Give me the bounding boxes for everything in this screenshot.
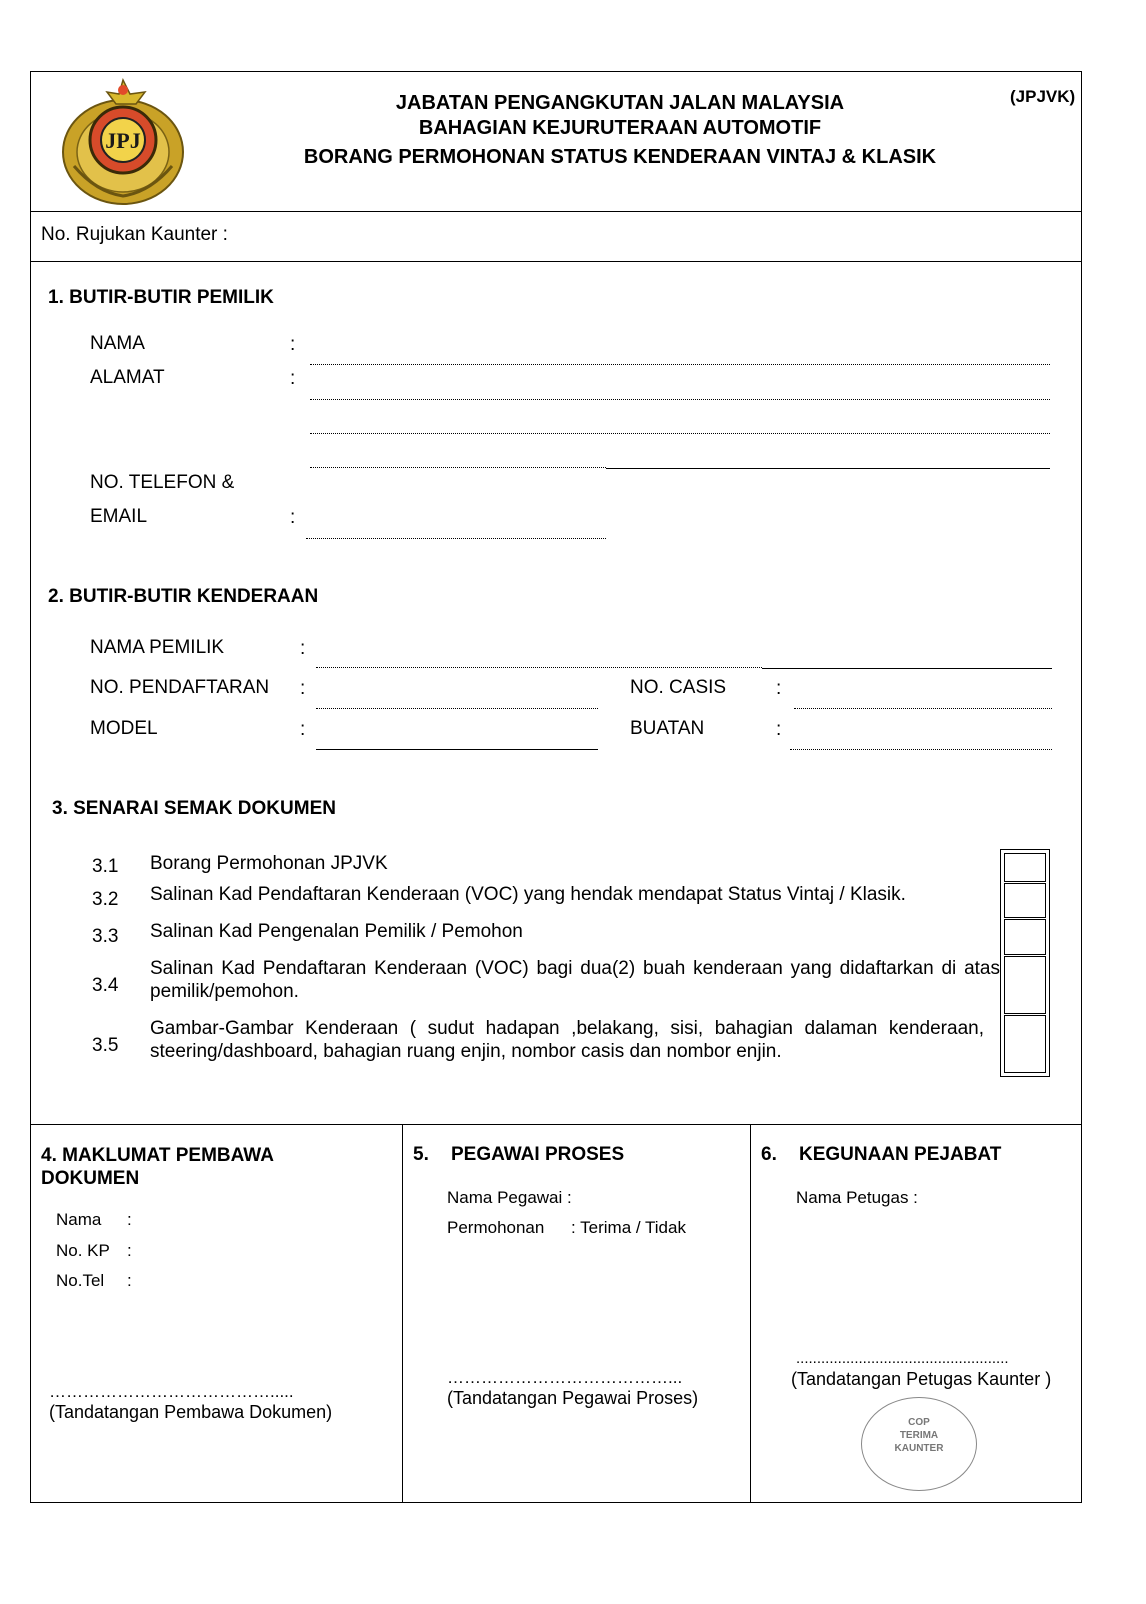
reference-label: No. Rujukan Kaunter : [41, 224, 228, 245]
checklist-item: Salinan Kad Pengenalan Pemilik / Pemohon [150, 921, 523, 942]
permohonan-value[interactable]: : Terima / Tidak [571, 1218, 686, 1237]
colon: : [300, 678, 306, 699]
buatan-field[interactable] [790, 749, 1052, 750]
signature-caption: (Tandatangan Petugas Kaunter ) [791, 1369, 1052, 1389]
item-number: 3.2 [92, 889, 119, 910]
checkbox-3-2[interactable] [1004, 883, 1046, 918]
header-title-2: BAHAGIAN KEJURUTERAAN AUTOMOTIF [418, 117, 822, 139]
model-label: MODEL [90, 718, 158, 739]
telefon-email-field[interactable] [306, 538, 606, 539]
checkbox-3-3[interactable] [1004, 919, 1046, 955]
no-casis-label: NO. CASIS [630, 677, 727, 698]
section5-title: PEGAWAI PROSES [451, 1144, 625, 1165]
form-code: (JPJVK) [1010, 87, 1076, 106]
nama-pegawai-label: Nama Pegawai : [447, 1188, 572, 1207]
colon: : [290, 507, 296, 528]
no-pendaftaran-label: NO. PENDAFTARAN [90, 677, 270, 698]
no-casis-field[interactable] [794, 708, 1052, 709]
divider [750, 1124, 751, 1503]
divider [402, 1124, 403, 1503]
alamat-label: ALAMAT [90, 367, 165, 388]
no-kp-label: No. KP [56, 1241, 110, 1260]
colon: : [290, 368, 296, 389]
colon: : [300, 638, 306, 659]
colon: : [776, 719, 782, 740]
section6-title: KEGUNAAN PEJABAT [799, 1144, 1002, 1165]
no-tel-label: No.Tel [56, 1271, 105, 1290]
item-number: 3.4 [92, 975, 119, 996]
header-title-3: BORANG PERMOHONAN STATUS KENDERAAN VINTAJ & KLASIK [303, 146, 937, 168]
nama-pemilik-field-b[interactable] [762, 668, 1052, 669]
section2-title: 2. BUTIR-BUTIR KENDERAAN [48, 586, 319, 607]
signature-caption: (Tandatangan Pegawai Proses) [447, 1388, 699, 1408]
stamp-text: COP [908, 1417, 930, 1428]
section5-number: 5. [413, 1144, 429, 1165]
stamp-text: KAUNTER [894, 1443, 944, 1454]
alamat-field-3b[interactable] [606, 468, 1050, 469]
nama-pemilik-field[interactable] [316, 667, 762, 668]
nama-field[interactable] [310, 364, 1050, 365]
alamat-field-2[interactable] [310, 433, 1050, 434]
checklist-item: Gambar-Gambar Kenderaan ( sudut hadapan ,belakang, sisi, bahagian dalaman kenderaan, steering/dashboard, bahagian ruang enjin, nombor casis dan nombor enjin. [150, 1018, 984, 1062]
model-field[interactable] [316, 749, 598, 750]
signature-caption: (Tandatangan Pembawa Dokumen) [49, 1402, 333, 1422]
checkbox-3-4[interactable] [1004, 956, 1046, 1014]
alamat-field-1[interactable] [310, 399, 1050, 400]
signature-line[interactable]: …………………………………... [447, 1368, 683, 1387]
permohonan-label: Permohonan [447, 1218, 545, 1237]
no-pendaftaran-field[interactable] [316, 708, 598, 709]
nama-label: NAMA [90, 333, 145, 354]
item-number: 3.5 [92, 1035, 119, 1056]
section4-title: 4. MAKLUMAT PEMBAWA DOKUMEN [41, 1145, 274, 1189]
nama-pemilik-label: NAMA PEMILIK [90, 637, 225, 658]
colon: : [300, 719, 306, 740]
jpj-logo [56, 74, 190, 208]
signature-line[interactable]: ................................................... [796, 1350, 1009, 1367]
item-number: 3.1 [92, 856, 119, 877]
section6-number: 6. [761, 1144, 777, 1165]
colon: : [127, 1271, 132, 1290]
colon: : [290, 334, 296, 355]
logo-text: JPJ [105, 128, 141, 153]
colon: : [127, 1210, 132, 1229]
telefon-label: NO. TELEFON & [90, 472, 235, 493]
colon: : [127, 1241, 132, 1260]
header-title-1: JABATAN PENGANGKUTAN JALAN MALAYSIA [395, 92, 845, 114]
counter-stamp [861, 1397, 977, 1491]
signature-line[interactable]: …………………………………..... [49, 1382, 294, 1401]
section1-title: 1. BUTIR-BUTIR PEMILIK [48, 287, 274, 308]
item-number: 3.3 [92, 926, 119, 947]
section3-title: 3. SENARAI SEMAK DOKUMEN [52, 798, 336, 819]
checklist-item: Salinan Kad Pendaftaran Kenderaan (VOC) yang hendak mendapat Status Vintaj / Klasik. [150, 884, 906, 905]
nama-label: Nama [56, 1210, 102, 1229]
checklist-item: Salinan Kad Pendaftaran Kenderaan (VOC) bagi dua(2) buah kenderaan yang didaftarkan di atas pemilik/pemohon. [150, 958, 1000, 1002]
nama-petugas-label: Nama Petugas : [796, 1188, 918, 1207]
checkbox-3-1[interactable] [1004, 853, 1046, 882]
checkbox-3-5[interactable] [1004, 1015, 1046, 1073]
email-label: EMAIL [90, 506, 148, 527]
buatan-label: BUATAN [630, 718, 705, 739]
colon: : [776, 678, 782, 699]
checklist-item: Borang Permohonan JPJVK [150, 853, 388, 874]
alamat-field-3[interactable] [310, 467, 606, 468]
stamp-text: TERIMA [899, 1430, 939, 1441]
